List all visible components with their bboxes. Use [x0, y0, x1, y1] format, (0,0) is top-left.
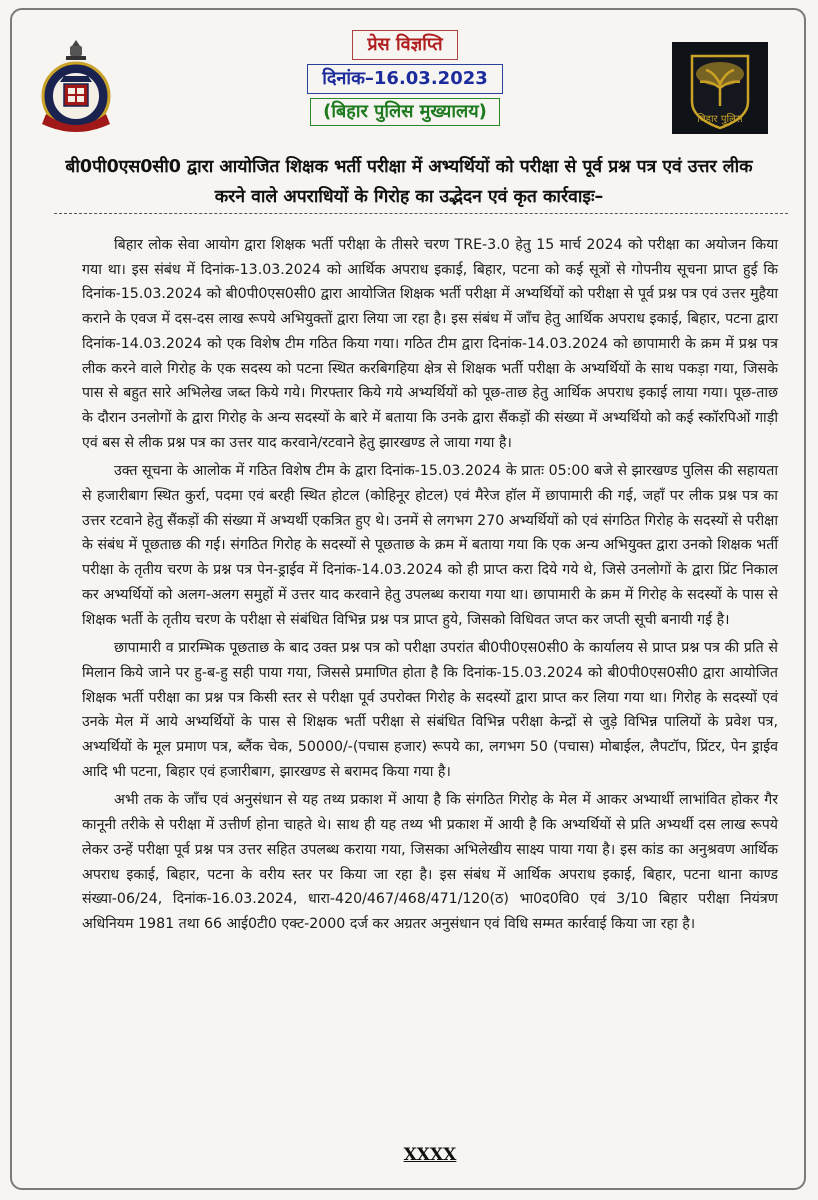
page-title: बी0पी0एस0सी0 द्वारा आयोजित शिक्षक भर्ती परीक्षा में अभ्यर्थियों को परीक्षा से पूर्व प्रश्न पत्र एवं उत्तर लीक करने वाले अपराधियों के गिरोह का उद्भेदन एवं कृत कार्रवाइः– — [65, 157, 753, 207]
paragraph-4: अभी तक के जाँच एवं अनुसंधान से यह तथ्य प्रकाश में आया है कि संगठित गिरोह के मेल में आकर अभ्यार्थी लाभांवित होकर गैर कानूनी तरीके से परीक्षा में उत्तीर्ण होना चाहते थे। साथ ही यह तथ्य भी प्रकाश में आयी है कि अभ्यर्थियों से प्रति अभ्यर्थी दस लाख रूपये लेकर उन्हें परीक्षा पूर्व प्रश्न पत्र उत्तर सहित उपलब्ध कराया गया, जिसका अभिलेखीय साक्ष्य पाया गया है। इस कांड का अनुश्रवण आर्थिक अपराध इकाई, बिहार, पटना के वरीय स्तर पर किया जा रहा है। इस संबंध में आर्थिक अपराध इकाई, बिहार, पटना थाना काण्ड संख्या-06/24, दिनांक-16.03.2024, धारा-420/467/468/471/120(ठ) भा0द0वि0 एवं 3/10 बिहार परीक्षा नियंत्रण अधिनियम 1981 तथा 66 आई0टी0 एक्ट-2000 दर्ज कर अग्रतर अनुसंधान एवं विधि सम्मत कार्रवाई किया जा रहा है। — [82, 792, 778, 932]
closing-mark: XXXX — [403, 1145, 457, 1165]
right-logo-text: बिहार पुलिस — [697, 114, 743, 125]
release-date: दिनांक–16.03.2023 — [307, 64, 503, 94]
police-emblem-icon — [30, 36, 122, 132]
title-divider — [54, 213, 788, 214]
header-block — [240, 30, 570, 126]
release-body — [82, 233, 778, 937]
paragraph-3: छापामारी व प्रारम्भिक पूछताछ के बाद उक्त प्रश्न पत्र को परीक्षा उपरांत बी0पी0एस0सी0 के कार्यालय से प्राप्त प्रश्न पत्र की प्रति से मिलान किये जाने पर हु-ब-हु सही पाया गया, जिससे प्रमाणित होता है कि दिनांक-15.03.2024 को बी0पी0एस0सी0 द्वारा आयोजित शिक्षक भर्ती परीक्षा का प्रश्न पत्र किसी स्तर से परीक्षा पूर्व उपरोक्त गिरोह के सदस्यों द्वारा प्राप्त कर लिया गया था। गिरोह के सदस्यों एवं उनके मेल में आये अभ्यर्थियों के पास से शिक्षक भर्ती परीक्षा से संबंधित विभिन्न परीक्षा केन्द्रों से जुड़े विभिन्न पालियों के प्रवेश पत्र, अभ्यर्थियों के मूल प्रमाण पत्र, ब्लैंक चेक, 50000/-(पचास हजार) रूपये का, लगभग 50 (पचास) मोबाईल, लैपटॉप, प्रिंटर, पेन ड्राईव आदि भी पटना, बिहार एवं हजारीबाग, झारखण्ड से बरामद किया गया है। — [82, 640, 778, 780]
paragraph-1: बिहार लोक सेवा आयोग द्वारा शिक्षक भर्ती परीक्षा के तीसरे चरण TRE-3.0 हेतु 15 मार्च 2024 को परीक्षा का अयोजन किया गया था। इस संबंध में दिनांक-13.03.2024 को आर्थिक अपराध इकाई, बिहार, पटना को कई सूत्रों से गोपनीय सूचना प्राप्त हुई कि दिनांक-15.03.2024 को बी0पी0एस0सी0 द्वारा आयोजित शिक्षक भर्ती परीक्षा में अभ्यर्थियों को परीक्षा से पूर्व प्रश्न पत्र एवं उत्तर मुहैया कराने के एवज में दस-दस लाख रूपये अभियुक्तों द्वारा लिया जा रहा है। इस संबंध में जाँच हेतु आर्थिक अपराध इकाई, बिहार, पटना द्वारा दिनांक-14.03.2024 को एक विशेष टीम गठित किया गया। गठित टीम द्वारा दिनांक-14.03.2024 को छापामारी के क्रम में प्रश्न पत्र लीक करने वाले गिरोह के एक सदस्य को पटना स्थित करबिगहिया क्षेत्र से शिक्षक भर्ती परीक्षा के अभ्यर्थियों के साथ पकड़ा गया, जिसके पास से बहुत सारे अभिलेख जब्त किये गये। गिरफ्तार किये गये अभ्यर्थियों को पूछ-ताछ हेतु आर्थिक अपराध इकाई लाया गया। पूछ-ताछ के दौरान उनलोगों के द्वारा गिरोह के अन्य सदस्यों के बारे में बताया कि उनके द्वारा सैंकड़ों की संख्या में अभ्यर्थियो को कई स्कॉरपिओं गाड़ी एवं बस से लीक प्रश्न पत्र का उत्तर याद करवाने/रटवाने हेतु झारखण्ड ले जाया गया है। — [82, 237, 778, 451]
bihar-police-tree-emblem-icon — [672, 42, 768, 134]
paragraph-2: उक्त सूचना के आलोक में गठित विशेष टीम के द्वारा दिनांक-15.03.2024 के प्रातः 05:00 बजे से झारखण्ड पुलिस की सहायता से हजारीबाग स्थित कुर्रा, पदमा एवं बरही स्थित होटल (कोहिनूर होटल) एवं मैरेज हॉल में छापामारी की गई, जहाँ पर लीक प्रश्न पत्र का उत्तर रटवाने हेतु सैंकड़ों की संख्या में अभ्यर्थी एकत्रित हुए थे। उनमें से लगभग 270 अभ्यर्थियों को एवं संगठित गिरोह के सदस्यों से परीक्षा के संबंध में पूछताछ की गई। संगठित गिरोह के सदस्यों से पूछताछ के क्रम में बताया गया कि एक अन्य अभियुक्त द्वारा उनको शिक्षक भर्ती परीक्षा के तृतीय चरण के प्रश्न पत्र पेन-ड्राईव में दिनांक-14.03.2024 को ही प्राप्त करा दिये गये थे, जिसे उनलोगों के द्वारा प्रिंट निकाल कर अभ्यर्थियों को अलग-अलग समुहों में उत्तर याद करवाने हेतु उपलब्ध कराया गया था। छापामारी के क्रम में गिरोह के सदस्यों के पास से शिक्षक भर्ती के तृतीय चरण के परीक्षा से संबंधित विभिन्न प्रश्न पत्र प्राप्त हुये, जिसको विधिवत जप्त कर जप्ती सूची बनायी गई है। — [82, 463, 778, 628]
issuer-label: (बिहार पुलिस मुख्यालय) — [310, 98, 500, 126]
press-release-label: प्रेस विज्ञप्ति — [352, 30, 457, 60]
